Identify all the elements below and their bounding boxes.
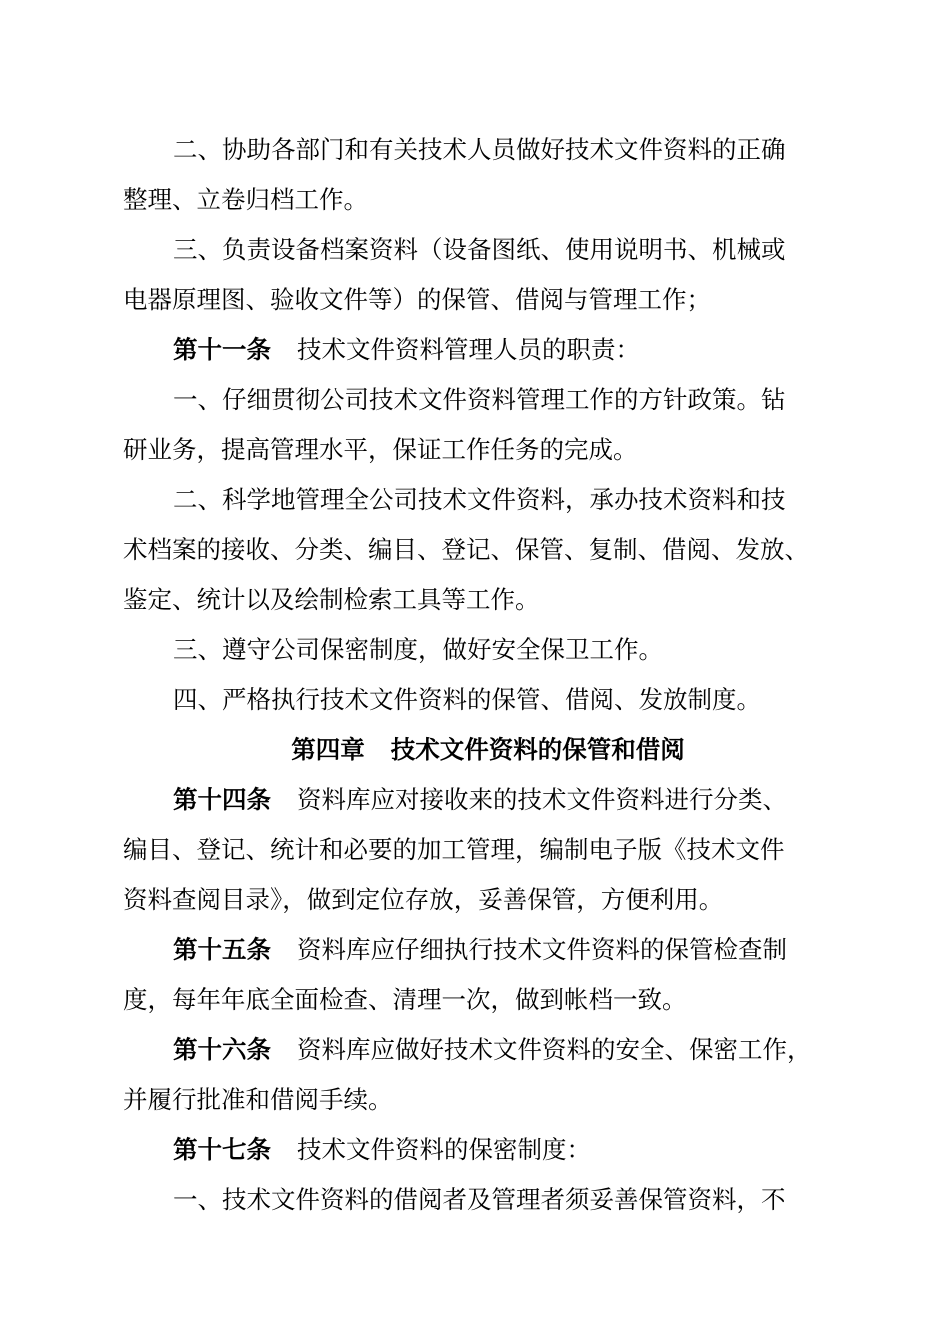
paragraph-line: 四、严格执行技术文件资料的保管、借阅、发放制度。: [173, 685, 761, 714]
article-text: 资料库应对接收来的技术文件资料进行分类、: [297, 785, 787, 814]
paragraph-line: 资料查阅目录》，做到定位存放，妥善保管，方便利用。: [123, 885, 724, 914]
article-line: [123, 775, 829, 825]
article-number: 第十四条: [173, 785, 271, 814]
paragraph-line: 一、技术文件资料的借阅者及管理者须妥善保管资料，不: [173, 1185, 786, 1214]
article-text: 技术文件资料的保密制度：: [297, 1135, 591, 1164]
article-line: [123, 1125, 829, 1175]
article-text: 资料库应仔细执行技术文件资料的保管检查制: [297, 935, 787, 964]
article-text: 技术文件资料管理人员的职责：: [297, 335, 640, 364]
paragraph-line: 一、仔细贯彻公司技术文件资料管理工作的方针政策。钻: [173, 385, 786, 414]
paragraph-line: 二、科学地管理全公司技术文件资料，承办技术资料和技: [173, 485, 786, 514]
paragraph-line: 鉴定、统计以及绘制检索工具等工作。: [123, 585, 540, 614]
article-line: [123, 1025, 829, 1075]
paragraph-line: 三、负责设备档案资料（设备图纸、使用说明书、机械或: [173, 235, 786, 264]
document-page: [123, 125, 829, 1225]
paragraph-line: 编目、登记、统计和必要的加工管理，编制电子版《技术文件: [123, 835, 785, 864]
paragraph-line: 整理、立卷归档工作。: [123, 185, 368, 214]
chapter-number: 第四章: [291, 735, 365, 764]
article-number: 第十七条: [173, 1135, 271, 1164]
article-number: 第十五条: [173, 935, 271, 964]
paragraph-line: 度，每年年底全面检查、清理一次，做到帐档一致。: [123, 985, 687, 1014]
article-line: [123, 325, 829, 375]
paragraph-line: 术档案的接收、分类、编目、登记、保管、复制、借阅、发放、: [123, 535, 809, 564]
article-line: [123, 925, 829, 975]
article-number: 第十六条: [173, 1035, 271, 1064]
chapter-heading: [123, 725, 829, 775]
paragraph-line: 电器原理图、验收文件等）的保管、借阅与管理工作；: [123, 285, 711, 314]
paragraph-line: 二、协助各部门和有关技术人员做好技术文件资料的正确: [173, 135, 786, 164]
paragraph-line: 三、遵守公司保密制度，做好安全保卫工作。: [173, 635, 663, 664]
paragraph-line: 并履行批准和借阅手续。: [123, 1085, 393, 1114]
chapter-title: 技术文件资料的保管和借阅: [390, 735, 685, 764]
article-number: 第十一条: [173, 335, 271, 364]
paragraph-line: 研业务，提高管理水平，保证工作任务的完成。: [123, 435, 638, 464]
article-text: 资料库应做好技术文件资料的安全、保密工作，: [297, 1035, 812, 1064]
